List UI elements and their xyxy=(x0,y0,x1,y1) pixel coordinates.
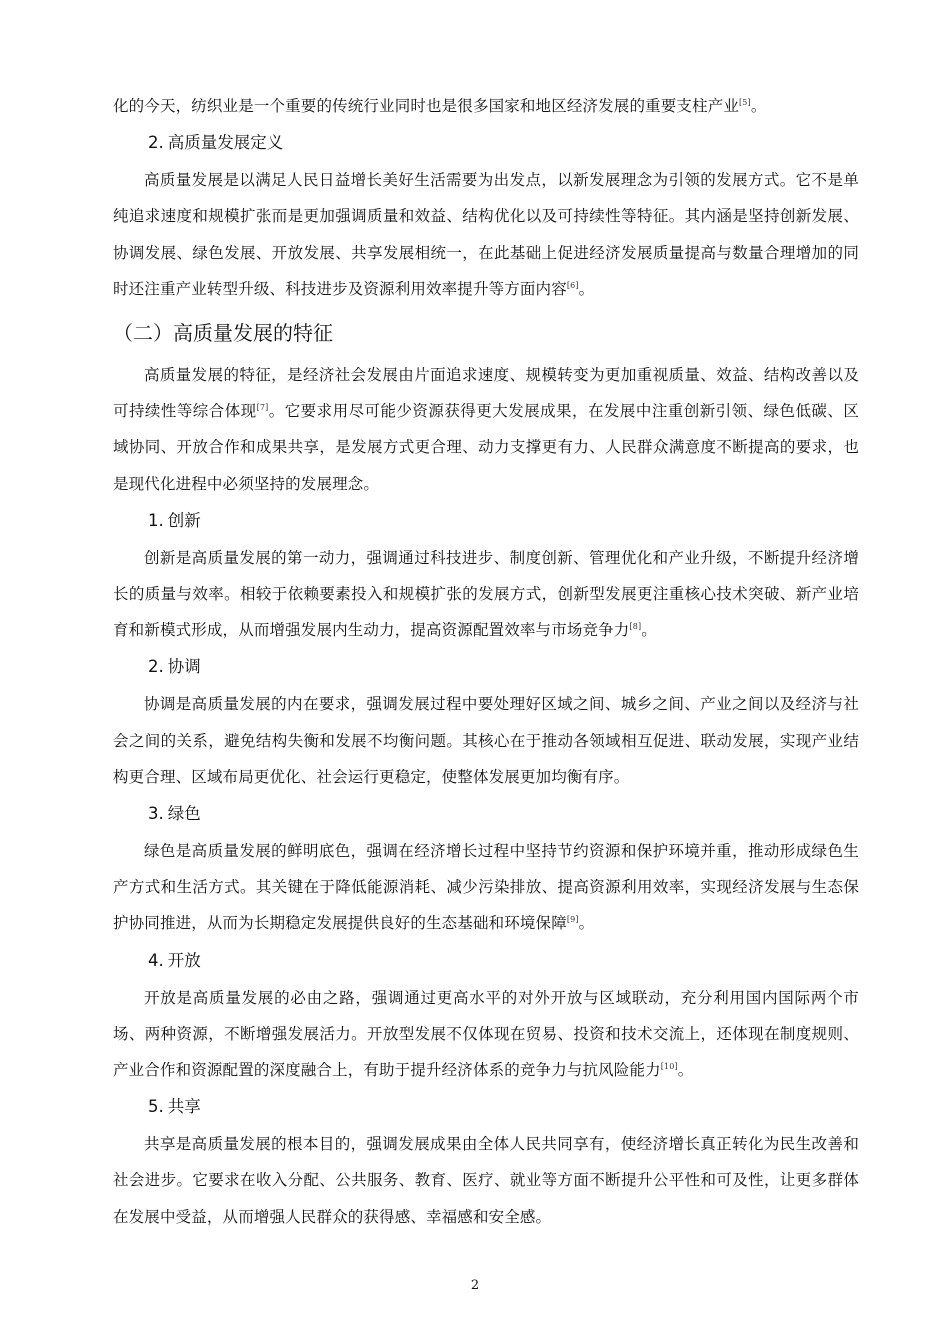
paragraph-tail-text: 。 xyxy=(641,621,657,640)
paragraph xyxy=(113,686,859,795)
subsection-number: 5. xyxy=(148,1097,164,1117)
paragraph xyxy=(113,162,859,307)
subsection-number: 1. xyxy=(148,510,164,530)
paragraph xyxy=(113,357,859,502)
paragraph xyxy=(113,980,859,1089)
paragraph-text: 创新是高质量发展的第一动力，强调通过科技进步、制度创新、管理优化和产业升级，不断提升经济增长的质量与效率。相较于依赖要素投入和规模扩张的发展方式，创新型发展更注重核心技术突破、新产业培育和新模式形成，从而增强发展内生动力，提高资源配置效率与市场竞争力 xyxy=(113,548,859,640)
section-heading: （二）高质量发展的特征 xyxy=(113,321,333,346)
paragraph-text: 高质量发展的特征，是经济社会发展由片面追求速度、规模转变为更加重视质量、效益、结构改善以及可持续性等综合体现 xyxy=(113,366,859,421)
subsection-title: 创新 xyxy=(167,510,201,530)
paragraph-text: 协调是高质量发展的内在要求，强调发展过程中要处理好区域之间、城乡之间、产业之间以及经济与社会之间的关系，避免结构失衡和发展不均衡问题。其核心在于推动各领域相互促进、联动发展，实现产业结构更合理、区域布局更优化、社会运行更稳定，使整体发展更加均衡有序。 xyxy=(113,695,859,786)
paragraph-tail-text: 。 xyxy=(578,279,595,298)
subsection-title: 开放 xyxy=(167,950,201,970)
subsection-heading xyxy=(113,942,859,980)
subsection-title: 协调 xyxy=(167,657,201,677)
paragraph-text: 开放是高质量发展的必由之路，强调通过更高水平的对外开放与区域联动，充分利用国内国际两个市场、两种资源，不断增强发展活力。开放型发展不仅体现在贸易、投资和技术交流上，还体现在制度规则、产业合作和资源配置的深度融合上，有助于提升经济体系的竞争力与抗风险能力 xyxy=(113,988,859,1080)
subsection-title: 高质量发展定义 xyxy=(167,133,284,153)
page-number: 2 xyxy=(470,1278,480,1293)
subsection-title: 绿色 xyxy=(167,804,201,824)
paragraph xyxy=(113,1126,859,1235)
citation-marker: [8] xyxy=(629,622,642,632)
citation-marker: [7] xyxy=(256,403,269,413)
paragraph xyxy=(113,540,859,649)
subsection-heading xyxy=(113,1088,859,1126)
paragraph-tail-text: 。 xyxy=(677,1061,694,1080)
subsection-number: 2. xyxy=(148,657,164,677)
subsection-heading xyxy=(113,648,859,686)
paragraph-tail-text: 。 xyxy=(750,97,767,115)
document-body xyxy=(113,88,859,1235)
subsection-heading xyxy=(113,795,859,833)
subsection-heading xyxy=(113,502,859,540)
citation-marker: [9] xyxy=(566,915,579,925)
paragraph-tail-text: 。它要求用尽可能少资源获得更大发展成果，在发展中注重创新引领、绿色低碳、区域协同、开放合作和成果共享，是发展方式更合理、动力支撑更有力、人民群众满意度不断提高的要求，也是现代化进程中必须坚持的发展理念。 xyxy=(113,402,859,493)
paragraph-tail-text: 。 xyxy=(578,914,595,933)
citation-marker: [5] xyxy=(739,98,751,107)
paragraph-text: 绿色是高质量发展的鲜明底色，强调在经济增长过程中坚持节约资源和保护环境并重，推动形成绿色生产方式和生活方式。其关键在于降低能源消耗、减少污染排放、提高资源利用效率，实现经济发展与生态保护协同推进，从而为长期稳定发展提供良好的生态基础和环境保障 xyxy=(113,842,859,933)
subsection-title: 共享 xyxy=(167,1097,201,1117)
citation-marker: [6] xyxy=(566,280,579,290)
paragraph xyxy=(113,833,859,942)
paragraph-text: 共享是高质量发展的根本目的，强调发展成果由全体人民共同享有，使经济增长真正转化为民生改善和社会进步。它要求在收入分配、公共服务、教育、医疗、就业等方面不断提升公平性和可及性，让更多群体在发展中受益，从而增强人民群众的获得感、幸福感和安全感。 xyxy=(113,1135,859,1226)
subsection-heading xyxy=(113,124,859,162)
paragraph-text: 高质量发展是以满足人民日益增长美好生活需要为出发点，以新发展理念为引领的发展方式。它不是单纯追求速度和规模扩张而是更加强调质量和效益、结构优化以及可持续性等特征。其内涵是坚持创新发展、协调发展、绿色发展、开放发展、共享发展相统一，在此基础上促进经济发展质量提高与数量合理增加的同时还注重产业转型升级、科技进步及资源利用效率提升等方面内容 xyxy=(113,171,859,298)
paragraph-text: 化的今天，纺织业是一个重要的传统行业同时也是很多国家和地区经济发展的重要支柱产业 xyxy=(113,97,740,115)
paragraph xyxy=(113,88,859,124)
subsection-number: 4. xyxy=(148,950,164,970)
subsection-number: 2. xyxy=(148,133,164,153)
subsection-number: 3. xyxy=(148,804,164,824)
citation-marker: [10] xyxy=(660,1062,678,1072)
